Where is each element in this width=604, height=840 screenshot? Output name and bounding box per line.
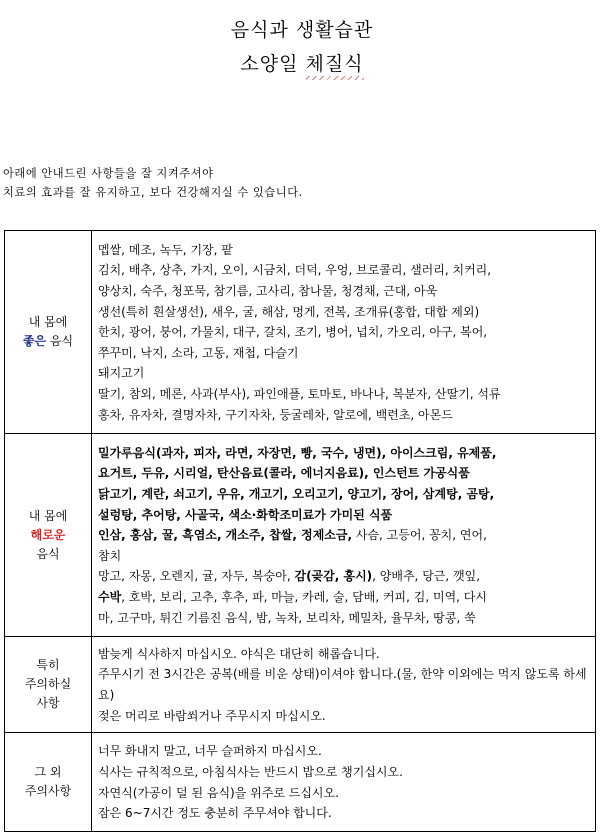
caution-line: 젖은 머리로 바람쐬거나 주무시지 마십시오. <box>98 708 326 723</box>
label-good-line1: 내 몸에 <box>28 315 68 329</box>
bad-normal-span: 망고, 자몽, 오렌지, 귤, 자두, 복숭아, <box>98 569 295 584</box>
bad-line: 닭고기, 계란, 쇠고기, 우유, 개고기, 오리고기, 양고기, 장어, 삼계탕, 곰탕, <box>98 487 495 502</box>
bad-bold-span: 인삼, 홍삼, 꿀, 흑염소, 개소주, 찹쌀, 정제소금, <box>98 528 353 543</box>
good-line: 멥쌀, 메조, 녹두, 기장, 팥 <box>98 242 233 257</box>
label-caution-line2: 주의하실 <box>24 677 72 691</box>
bad-line: 요거트, 두유, 시리얼, 탄산음료(콜라, 에너지음료), 인스턴트 가공식품 <box>98 466 470 481</box>
intro-line-1: 아래에 안내드린 사항들을 잘 지켜주셔야 <box>3 167 214 180</box>
label-bad-line1: 내 몸에 <box>28 508 68 523</box>
bad-normal-span: , 호박, 보리, 고추, 후추, 파, 마늘, 카레, 술, 담배, 커피, 김, 미역, 다시 <box>121 589 487 604</box>
caution-line: 밤늦게 식사하지 마십시오. 야식은 대단히 해롭습니다. <box>98 646 380 661</box>
bad-line: 참치 <box>98 548 122 563</box>
label-caution-line3: 사항 <box>36 696 60 710</box>
bad-bold-span: 감(곶감, 홍시) <box>294 569 373 584</box>
bad-line <box>98 587 589 608</box>
bad-normal-span: , 양배추, 당근, 깻잎, <box>372 569 481 584</box>
label-good-rest: 음식 <box>46 334 74 348</box>
subtitle-word: 체질식 <box>306 53 364 75</box>
other-line: 잠은 6~7시간 정도 충분히 주무셔야 합니다. <box>98 806 332 821</box>
good-line: 양상치, 숙주, 청포묵, 참기름, 고사리, 참나물, 청경채, 근대, 아욱 <box>98 284 438 299</box>
bad-line: 밀가루음식(과자, 피자, 라면, 자장면, 빵, 국수, 냉면), 아이스크림, 유제품, <box>98 445 497 460</box>
row-caution <box>5 637 596 733</box>
diet-table <box>4 230 596 832</box>
good-line: 돼지고기 <box>98 366 145 381</box>
bad-normal-span: 사슴, 고등어, 꽁치, 연어, <box>352 528 487 543</box>
label-bad-highlight: 해로운 <box>30 527 66 542</box>
bad-line: 마, 고구마, 튀긴 기름진 음식, 밤, 녹차, 보리차, 메밀차, 율무차, 땅콩, 쑥 <box>98 610 476 625</box>
good-line: 쭈꾸미, 낙지, 소라, 고동, 재첩, 다슬기 <box>98 345 299 360</box>
label-other <box>5 733 92 832</box>
bad-line: 설렁탕, 추어탕, 사골국, 색소·화학조미료가 가미된 식품 <box>98 507 393 522</box>
row-other <box>5 733 596 832</box>
label-good-highlight: 좋은 <box>22 334 47 348</box>
row-bad-foods <box>5 434 596 637</box>
label-good-line2 <box>6 332 90 351</box>
label-other-line2: 주의사항 <box>24 784 72 798</box>
good-line: 생선(특히 흰살생선), 새우, 굴, 해삼, 멍게, 전복, 조개류(홍합, 대합 제외) <box>98 304 480 319</box>
label-bad-line3: 음식 <box>36 546 60 561</box>
other-line: 식사는 규칙적으로, 아침식사는 반드시 밥으로 챙기십시오. <box>98 764 403 779</box>
good-line: 한치, 광어, 붕어, 가물치, 대구, 갈치, 조기, 병어, 넙치, 가오리, 아구, 복어, <box>98 325 488 340</box>
good-line: 딸기, 참외, 메론, 사과(부사), 파인애플, 토마토, 바나나, 복분자, 산딸기, 석류 <box>98 386 501 401</box>
label-good-foods <box>5 231 92 434</box>
other-line: 자연식(가공이 덜 된 음식)을 위주로 드십시오. <box>98 785 339 800</box>
other-line: 너무 화내지 말고, 너무 슬퍼하지 마십시오. <box>98 744 322 759</box>
row-good-foods <box>5 231 596 434</box>
label-caution <box>5 637 92 733</box>
caution-line: 주무시기 전 3시간은 공복(배를 비운 상태)이셔야 합니다.(물, 한약 이외에는 먹지 않도록 하세요) <box>98 667 587 702</box>
content-other <box>92 733 596 832</box>
content-good-foods <box>92 231 596 434</box>
good-line: 김치, 배추, 상추, 가지, 오이, 시금치, 더덕, 우엉, 브로콜리, 샐러리, 치커리, <box>98 263 492 278</box>
content-caution <box>92 637 596 733</box>
content-bad-foods <box>92 434 596 637</box>
label-bad-foods <box>5 434 92 637</box>
document-title: 음식과 생활습관 <box>230 19 374 41</box>
document-subtitle <box>0 49 604 76</box>
intro-line-2: 치료의 효과를 잘 유지하고, 보다 건강해지실 수 있습니다. <box>3 186 303 199</box>
subtitle-prefix: 소양일 <box>240 53 299 75</box>
bad-bold-span: 수박 <box>98 589 122 604</box>
label-other-line1: 그 외 <box>34 765 62 779</box>
bad-line <box>98 566 589 587</box>
label-caution-line1: 특히 <box>36 658 60 672</box>
spellcheck-underline <box>306 76 364 80</box>
bad-line <box>98 525 589 546</box>
good-line: 홍차, 유자차, 결명자차, 구기자차, 둥굴레차, 알로에, 백련초, 아몬드 <box>98 407 453 422</box>
